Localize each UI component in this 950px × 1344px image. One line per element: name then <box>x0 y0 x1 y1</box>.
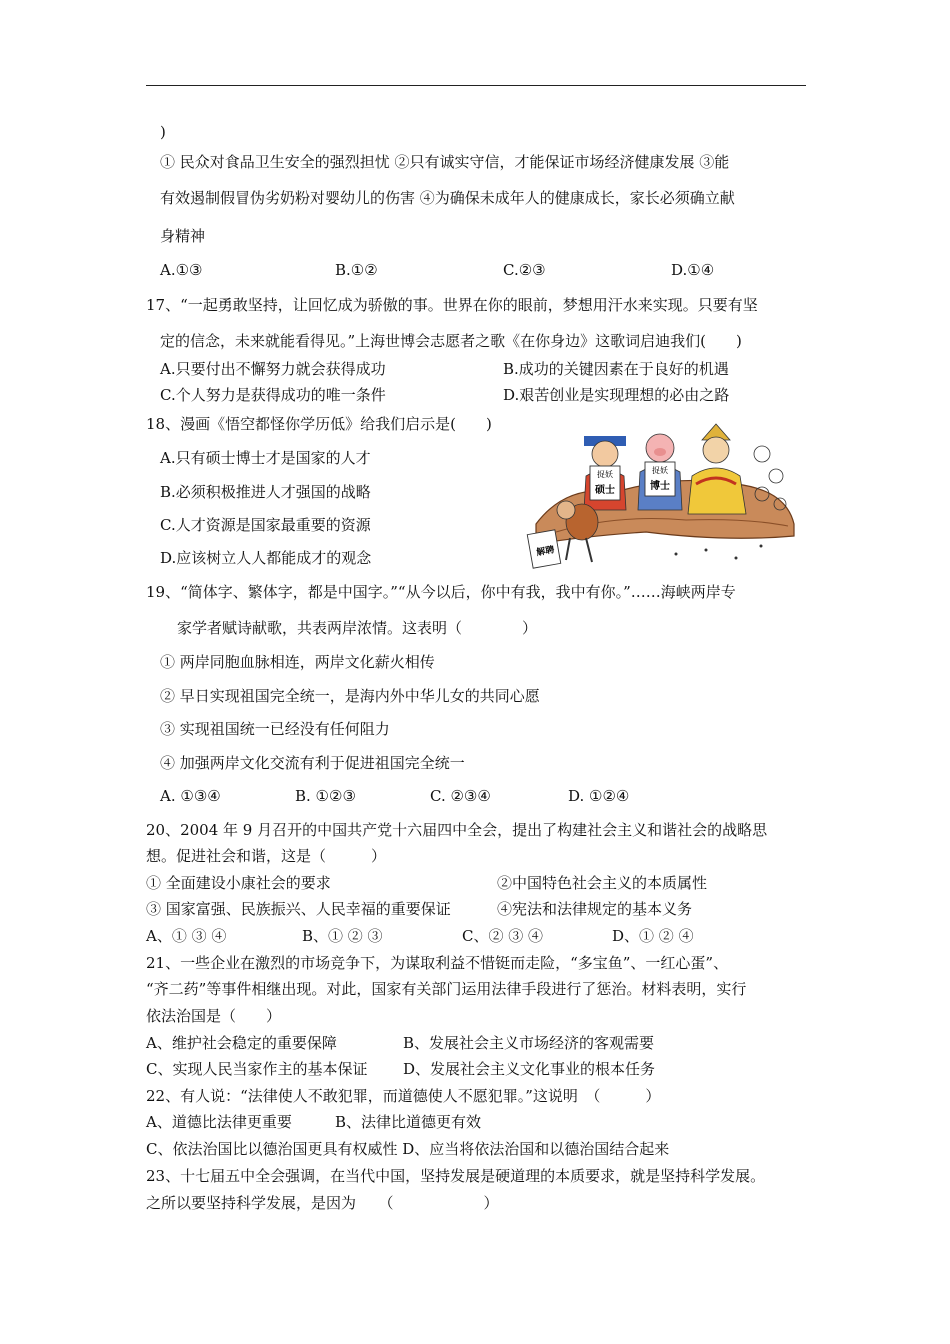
cartoon-wukong-image <box>526 414 796 574</box>
q21-option-b: B、发展社会主义市场经济的客观需要 <box>403 1034 655 1052</box>
q20-statement-1: ① 全面建设小康社会的要求 <box>146 874 331 892</box>
q20-statement-2: ②中国特色社会主义的本质属性 <box>497 874 708 892</box>
q20-statement-3: ③ 国家富强、民族振兴、人民幸福的重要保证 <box>146 900 451 918</box>
figure-pig <box>638 434 682 510</box>
q17-option-b: B.成功的关键因素在于良好的机遇 <box>503 360 729 378</box>
q22-stem: 22、有人说：“法律使人不敢犯罪，而道德使人不愿犯罪。”这说明 （ ） <box>146 1087 661 1105</box>
q21-option-d: D、发展社会主义文化事业的根本任务 <box>403 1060 656 1078</box>
q18-option-d: D.应该树立人人都能成才的观念 <box>160 549 372 567</box>
q21-line-2: “齐二药”等事件相继出现。对此，国家有关部门运用法律手段进行了惩治。材料表明，实行 <box>146 980 747 998</box>
q17-option-d: D.艰苦创业是实现理想的必由之路 <box>503 386 730 404</box>
option-a: A.①③ <box>160 261 203 279</box>
q19-statement-4: ④ 加强两岸文化交流有利于促进祖国完全统一 <box>160 754 465 772</box>
q16-line-1: ① 民众对食品卫生安全的强烈担忧 ②只有诚实守信，才能保证市场经济健康发展 ③能 <box>160 153 730 171</box>
q21-option-a: A、维护社会稳定的重要保障 <box>146 1034 337 1052</box>
option-c: C. ②③④ <box>430 787 491 805</box>
sign-1-top: 捉妖 <box>597 470 613 479</box>
q20-line-2: 想。促进社会和谐，这是（ ） <box>146 847 387 865</box>
option-b: B.①② <box>335 261 378 279</box>
q19-line-2: 家学者赋诗献歌，共表两岸浓情。这表明（ ） <box>177 619 538 637</box>
option-a: A. ①③④ <box>160 787 221 805</box>
q22-option-a: A、道德比法律更重要 <box>146 1113 292 1131</box>
sign-2-bottom: 博士 <box>650 481 670 492</box>
q19-statement-2: ② 早日实现祖国完全统一，是海内外中华儿女的共同心愿 <box>160 687 540 705</box>
sign-1-bottom: 硕士 <box>595 485 615 496</box>
q20-statement-4: ④宪法和法律规定的基本义务 <box>497 900 693 918</box>
q21-option-c: C、实现人民当家作主的基本保证 <box>146 1060 368 1078</box>
q23-line-1: 23、十七届五中全会强调，在当代中国，坚持发展是硬道理的本质要求，就是坚持科学发展。 <box>146 1167 766 1185</box>
q19-statement-3: ③ 实现祖国统一已经没有任何阻力 <box>160 720 390 738</box>
option-c: C、② ③ ④ <box>462 927 544 945</box>
q21-line-3: 依法治国是（ ） <box>146 1007 282 1025</box>
q22-option-b: B、法律比道德更有效 <box>335 1113 482 1131</box>
q23-line-2: 之所以要坚持科学发展，是因为 （ ） <box>146 1194 499 1212</box>
q17-option-a: A.只要付出不懈努力就会获得成功 <box>160 360 386 378</box>
sign-2-top: 捉妖 <box>652 466 668 475</box>
q19-line-1: 19、“简体字、繁体字，都是中国字。”“从今以后，你中有我，我中有你。”……海峡两岸专 <box>146 583 736 601</box>
q19-statement-1: ① 两岸同胞血脉相连，两岸文化薪火相传 <box>160 653 435 671</box>
header-rule <box>146 85 806 86</box>
q17-line-1: 17、“一起勇敢坚持，让回忆成为骄傲的事。世界在你的眼前，梦想用汗水来实现。只要有坚 <box>146 296 758 314</box>
q20-line-1: 20、2004 年 9 月召开的中国共产党十六届四中全会，提出了构建社会主义和谐社会的战略思 <box>146 821 768 839</box>
figure-master <box>584 436 626 510</box>
q18-stem: 18、漫画《悟空都怪你学历低》给我们启示是( ) <box>146 415 492 433</box>
option-d: D、① ② ④ <box>612 927 694 945</box>
option-d: D. ①②④ <box>568 787 630 805</box>
q21-line-1: 21、一些企业在激烈的市场竞争下，为谋取利益不惜铤而走险，“多宝鱼”、一红心蛋”、 <box>146 954 729 972</box>
option-a: A、① ③ ④ <box>146 927 227 945</box>
q16-line-3: 身精神 <box>160 227 206 245</box>
figure-monk <box>688 424 746 514</box>
ground-marks <box>675 545 763 560</box>
q18-option-c: C.人才资源是国家最重要的资源 <box>160 516 371 534</box>
option-c: C.②③ <box>503 261 546 279</box>
option-b: B. ①②③ <box>295 787 356 805</box>
q16-paren: ) <box>160 123 166 141</box>
q22-option-cd: C、依法治国比以德治国更具有权威性 D、应当将依法治国和以德治国结合起来 <box>146 1140 670 1158</box>
option-d: D.①④ <box>671 261 715 279</box>
q17-option-c: C.个人努力是获得成功的唯一条件 <box>160 386 386 404</box>
q18-option-b: B.必须积极推进人才强国的战略 <box>160 483 371 501</box>
q17-line-2: 定的信念，未来就能看得见。”上海世博会志愿者之歌《在你身边》这歌词启迪我们( ) <box>160 332 742 350</box>
q18-option-a: A.只有硕士博士才是国家的人才 <box>160 449 371 467</box>
option-b: B、① ② ③ <box>302 927 383 945</box>
sign-3: 解聘 <box>535 545 556 559</box>
q16-line-2: 有效遏制假冒伪劣奶粉对婴幼儿的伤害 ④为确保未成年人的健康成长，家长必须确立献 <box>160 189 735 207</box>
